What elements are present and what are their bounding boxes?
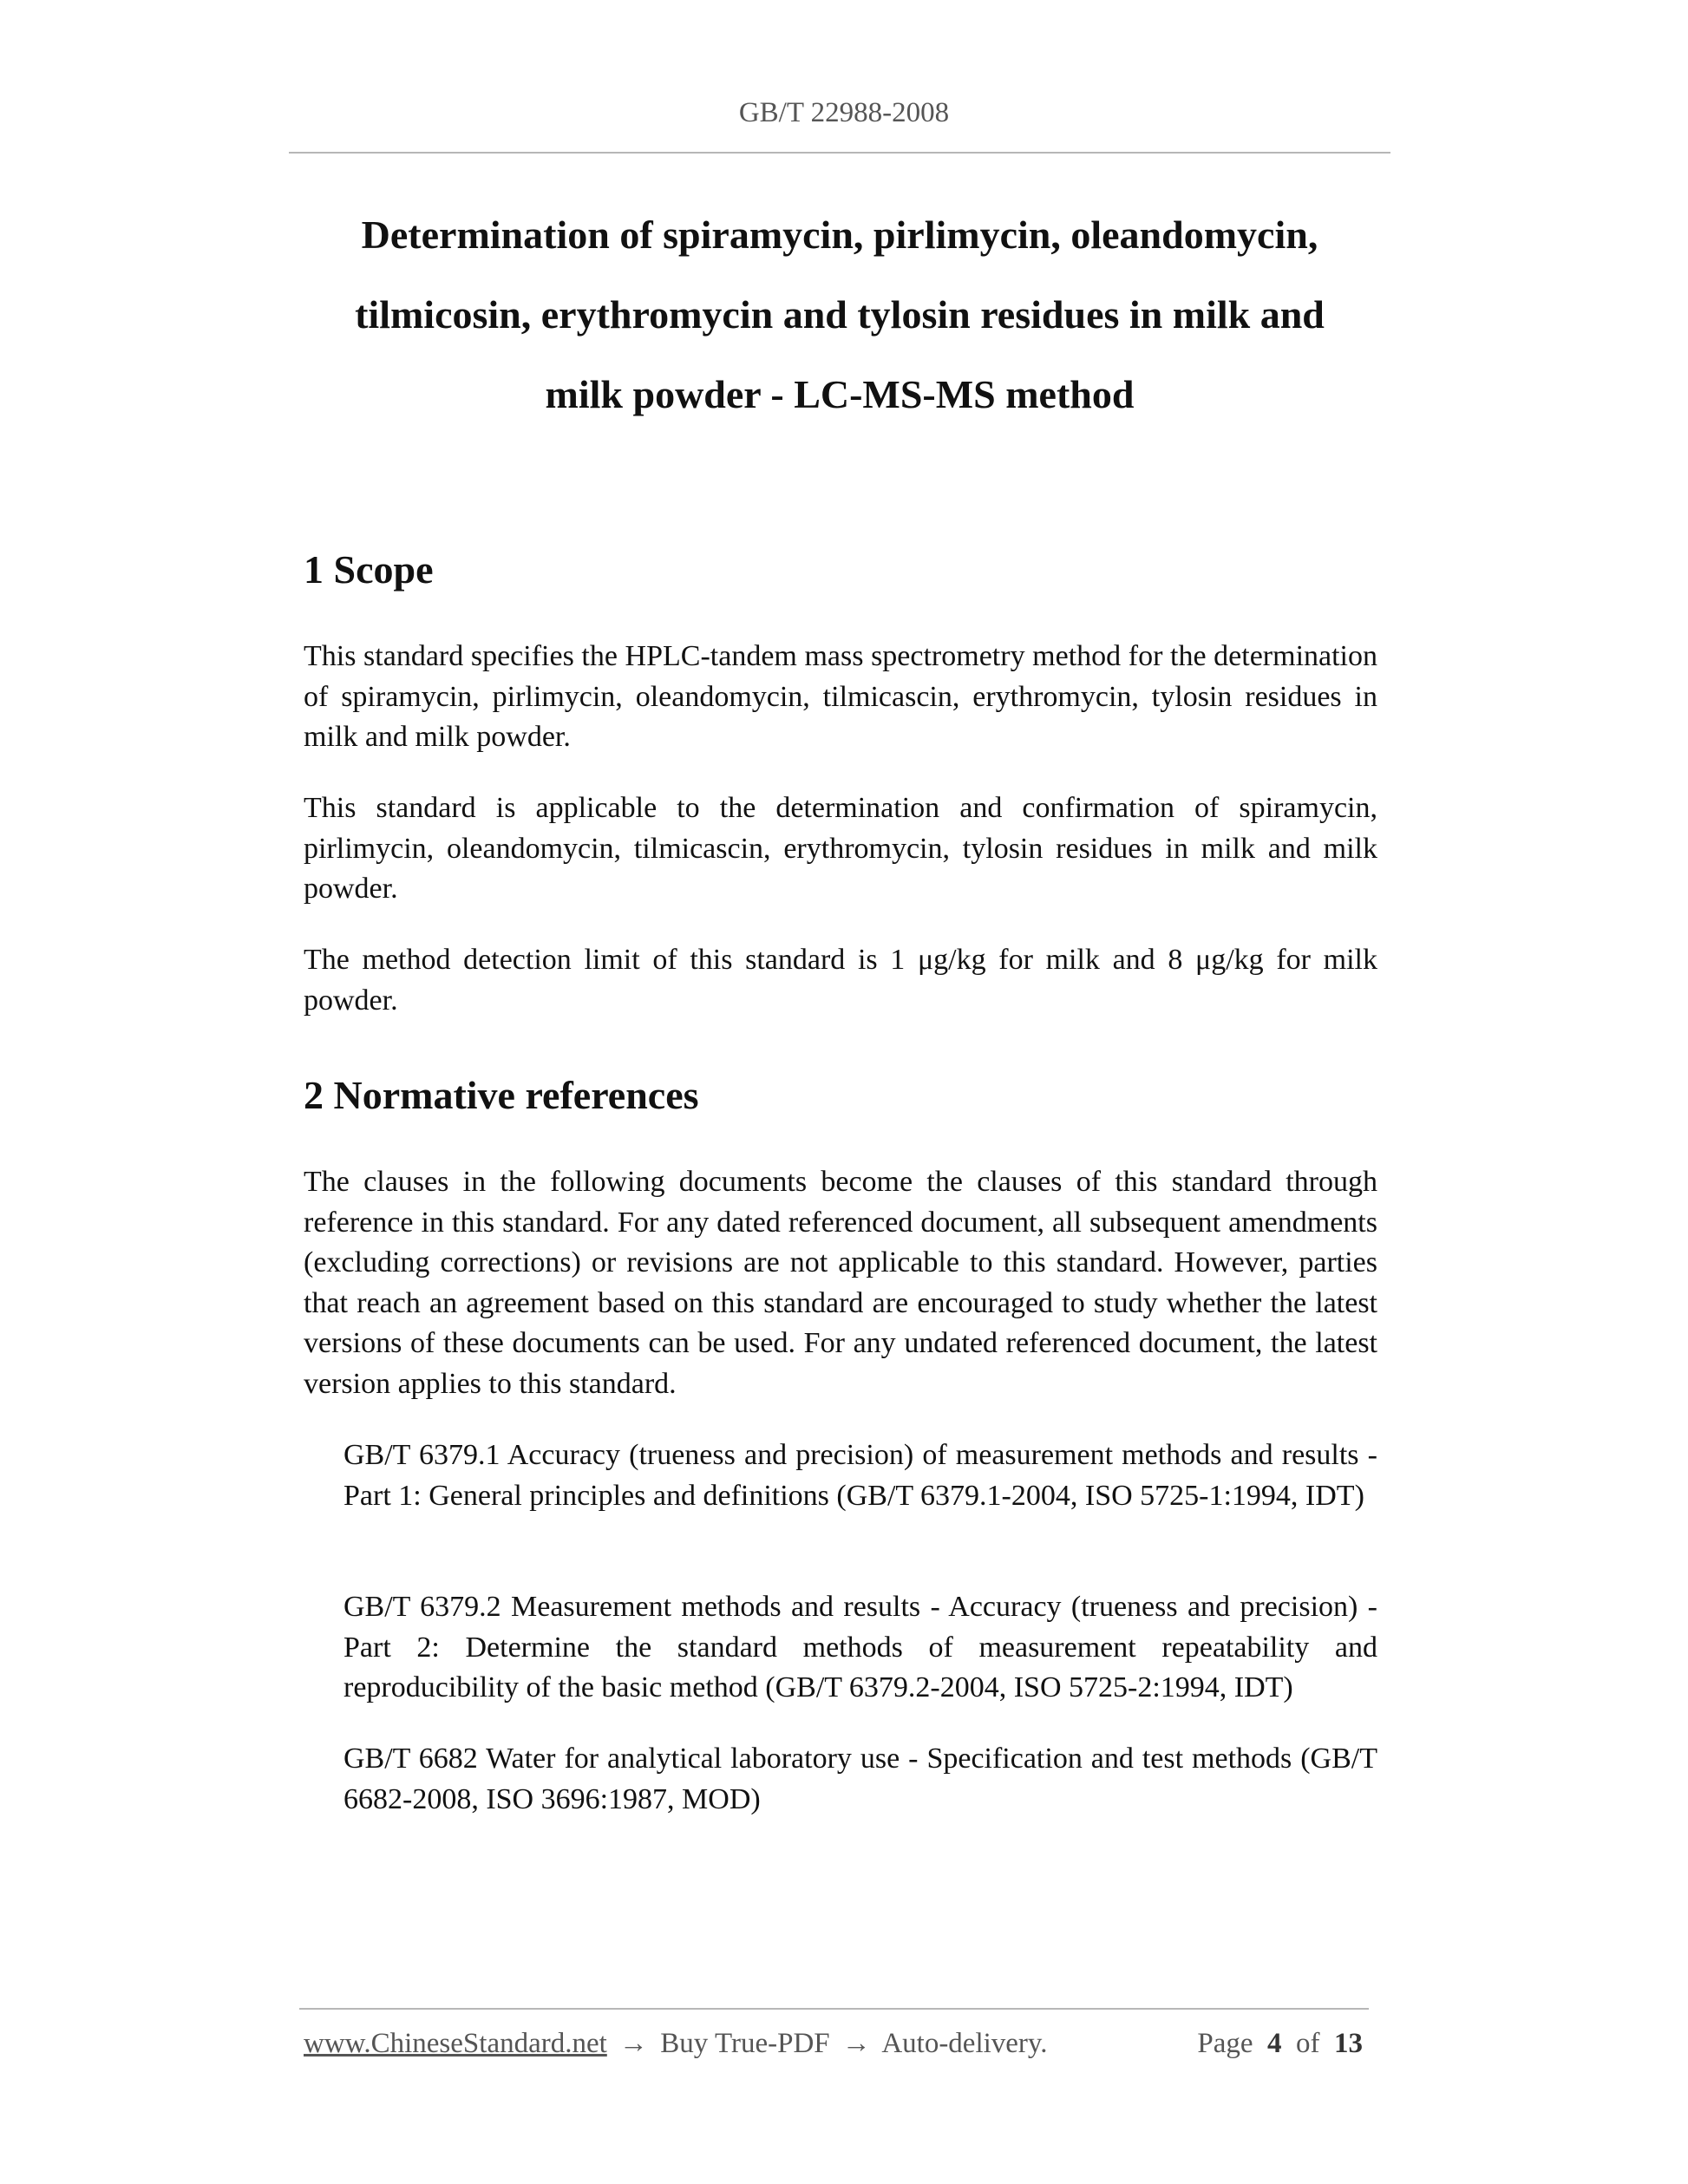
footer-buy-text: Buy True-PDF bbox=[660, 2028, 830, 2059]
normative-intro-paragraph: The clauses in the following documents become the clauses of this standard through reference in this standard. For any dated referenced document, all subsequent amendments (excluding corrections) or revisions are not applicable to this standard. However, parties that reach an agreement based on this standard are encouraged to study whether the latest versions of these documents can be used. For any undated referenced document, the latest version applies to this standard. bbox=[304, 1166, 1377, 1400]
scope-paragraph-1: This standard specifies the HPLC-tandem mass spectrometry method for the determination of spiramycin, pirlimycin, oleandomycin, tilmicascin, erythromycin, tylosin residues in milk and milk powder. bbox=[304, 640, 1377, 753]
footer-divider bbox=[299, 2008, 1369, 2010]
of-label: of bbox=[1296, 2028, 1320, 2059]
website-link[interactable]: www.ChineseStandard.net bbox=[304, 2028, 607, 2059]
header-divider bbox=[289, 152, 1390, 154]
title-line-2: tilmicosin, erythromycin and tylosin residues in milk and bbox=[355, 292, 1325, 337]
header-standard-code: GB/T 22988-2008 bbox=[738, 97, 950, 128]
title-line-3: milk powder - LC-MS-MS method bbox=[545, 372, 1135, 416]
reference-item: GB/T 6682 Water for analytical laboratory use - Specification and test methods (GB/T 6682-2008, ISO 3696:1987, MOD) bbox=[343, 1743, 1377, 1815]
page-number: 4 bbox=[1267, 2028, 1282, 2059]
scope-paragraph-3: The method detection limit of this standard is 1 μg/kg for milk and 8 μg/kg for milk powder. bbox=[304, 944, 1377, 1017]
section-heading-scope: 1 Scope bbox=[304, 547, 434, 592]
scope-paragraph-2: This standard is applicable to the determination and confirmation of spiramycin, pirlimycin, oleandomycin, tilmicascin, erythromycin, tylosin residues in milk and milk powder. bbox=[304, 792, 1377, 905]
page-label: Page bbox=[1197, 2028, 1253, 2059]
arrow-right-icon: → bbox=[619, 2028, 649, 2059]
arrow-right-icon: → bbox=[841, 2028, 871, 2059]
reference-item: GB/T 6379.2 Measurement methods and results - Accuracy (trueness and precision) - Part 2: Determine the standard methods of measurement repeatability and reproducibility of the basic method (GB/T 6379.2-2004, ISO 5725-2:1994, IDT) bbox=[343, 1591, 1377, 1703]
page-indicator bbox=[1197, 2028, 1363, 2060]
page-total: 13 bbox=[1334, 2028, 1363, 2059]
reference-item: GB/T 6379.1 Accuracy (trueness and precision) of measurement methods and results - Part 1: General principles and definitions (GB/T 6379.1-2004, ISO 5725-1:1994, IDT) bbox=[343, 1439, 1377, 1512]
title-line-1: Determination of spiramycin, pirlimycin, oleandomycin, bbox=[361, 213, 1318, 257]
section-heading-normative: 2 Normative references bbox=[304, 1073, 699, 1117]
footer-promo bbox=[304, 2028, 1048, 2060]
document-title bbox=[289, 195, 1390, 435]
footer-delivery-text: Auto-delivery. bbox=[881, 2028, 1048, 2059]
